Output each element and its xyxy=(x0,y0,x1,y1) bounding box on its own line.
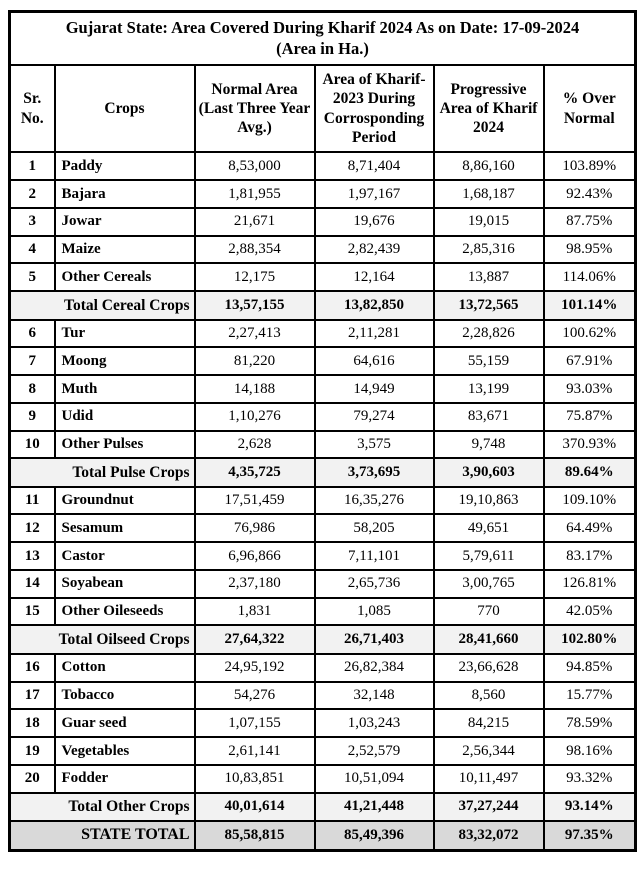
total-label-cell: Total Other Crops xyxy=(10,793,195,821)
value-cell: 126.81% xyxy=(544,570,636,598)
value-cell: 2,27,413 xyxy=(195,320,315,348)
total-row xyxy=(10,625,636,653)
table-row xyxy=(10,320,636,348)
sr-no-cell: 13 xyxy=(10,542,55,570)
value-cell: 19,015 xyxy=(434,208,544,236)
value-cell: 78.59% xyxy=(544,709,636,737)
value-cell: 370.93% xyxy=(544,431,636,459)
table-row xyxy=(10,180,636,208)
value-cell: 94.85% xyxy=(544,654,636,682)
crop-name-cell: Sesamum xyxy=(55,514,195,542)
table-row xyxy=(10,542,636,570)
crop-name-cell: Udid xyxy=(55,403,195,431)
value-cell: 8,71,404 xyxy=(315,152,434,180)
value-cell: 3,90,603 xyxy=(434,458,544,486)
value-cell: 64,616 xyxy=(315,347,434,375)
value-cell: 42.05% xyxy=(544,598,636,626)
crop-area-table xyxy=(8,10,637,852)
sr-no-cell: 19 xyxy=(10,737,55,765)
value-cell: 13,82,850 xyxy=(315,291,434,319)
value-cell: 2,88,354 xyxy=(195,236,315,264)
table-head xyxy=(10,12,636,153)
value-cell: 102.80% xyxy=(544,625,636,653)
sr-no-cell: 4 xyxy=(10,236,55,264)
col-header-pct-over-normal: % Over Normal xyxy=(544,65,636,153)
table-row xyxy=(10,403,636,431)
value-cell: 37,27,244 xyxy=(434,793,544,821)
sr-no-cell: 6 xyxy=(10,320,55,348)
value-cell: 75.87% xyxy=(544,403,636,431)
total-label-cell: STATE TOTAL xyxy=(10,821,195,851)
value-cell: 1,10,276 xyxy=(195,403,315,431)
value-cell: 81,220 xyxy=(195,347,315,375)
value-cell: 12,164 xyxy=(315,263,434,291)
value-cell: 100.62% xyxy=(544,320,636,348)
value-cell: 19,676 xyxy=(315,208,434,236)
sr-no-cell: 5 xyxy=(10,263,55,291)
value-cell: 13,887 xyxy=(434,263,544,291)
crop-name-cell: Moong xyxy=(55,347,195,375)
value-cell: 1,831 xyxy=(195,598,315,626)
value-cell: 8,53,000 xyxy=(195,152,315,180)
value-cell: 13,199 xyxy=(434,375,544,403)
value-cell: 26,82,384 xyxy=(315,654,434,682)
value-cell: 770 xyxy=(434,598,544,626)
col-header-normal-area: Normal Area (Last Three Year Avg.) xyxy=(195,65,315,153)
value-cell: 12,175 xyxy=(195,263,315,291)
value-cell: 10,11,497 xyxy=(434,765,544,793)
value-cell: 3,575 xyxy=(315,431,434,459)
value-cell: 54,276 xyxy=(195,682,315,710)
sr-no-cell: 1 xyxy=(10,152,55,180)
value-cell: 41,21,448 xyxy=(315,793,434,821)
sr-no-cell: 8 xyxy=(10,375,55,403)
value-cell: 58,205 xyxy=(315,514,434,542)
sr-no-cell: 18 xyxy=(10,709,55,737)
value-cell: 85,49,396 xyxy=(315,821,434,851)
value-cell: 26,71,403 xyxy=(315,625,434,653)
value-cell: 1,81,955 xyxy=(195,180,315,208)
value-cell: 101.14% xyxy=(544,291,636,319)
value-cell: 9,748 xyxy=(434,431,544,459)
value-cell: 2,61,141 xyxy=(195,737,315,765)
value-cell: 87.75% xyxy=(544,208,636,236)
value-cell: 67.91% xyxy=(544,347,636,375)
value-cell: 1,97,167 xyxy=(315,180,434,208)
value-cell: 8,86,160 xyxy=(434,152,544,180)
table-row xyxy=(10,152,636,180)
value-cell: 1,68,187 xyxy=(434,180,544,208)
table-row xyxy=(10,570,636,598)
total-label-cell: Total Pulse Crops xyxy=(10,458,195,486)
col-header-crops: Crops xyxy=(55,65,195,153)
crop-name-cell: Guar seed xyxy=(55,709,195,737)
value-cell: 89.64% xyxy=(544,458,636,486)
sr-no-cell: 11 xyxy=(10,487,55,515)
value-cell: 93.32% xyxy=(544,765,636,793)
value-cell: 92.43% xyxy=(544,180,636,208)
value-cell: 1,07,155 xyxy=(195,709,315,737)
value-cell: 83,32,072 xyxy=(434,821,544,851)
value-cell: 84,215 xyxy=(434,709,544,737)
sr-no-cell: 10 xyxy=(10,431,55,459)
value-cell: 2,65,736 xyxy=(315,570,434,598)
col-header-progressive-2024: Progressive Area of Kharif 2024 xyxy=(434,65,544,153)
sr-no-cell: 15 xyxy=(10,598,55,626)
col-header-sr-no: Sr. No. xyxy=(10,65,55,153)
total-row xyxy=(10,291,636,319)
sr-no-cell: 17 xyxy=(10,682,55,710)
value-cell: 10,51,094 xyxy=(315,765,434,793)
total-label-cell: Total Oilseed Crops xyxy=(10,625,195,653)
value-cell: 28,41,660 xyxy=(434,625,544,653)
table-row xyxy=(10,514,636,542)
value-cell: 49,651 xyxy=(434,514,544,542)
value-cell: 3,00,765 xyxy=(434,570,544,598)
value-cell: 2,85,316 xyxy=(434,236,544,264)
sr-no-cell: 16 xyxy=(10,654,55,682)
crop-name-cell: Maize xyxy=(55,236,195,264)
value-cell: 6,96,866 xyxy=(195,542,315,570)
crop-name-cell: Other Cereals xyxy=(55,263,195,291)
value-cell: 21,671 xyxy=(195,208,315,236)
value-cell: 79,274 xyxy=(315,403,434,431)
value-cell: 7,11,101 xyxy=(315,542,434,570)
value-cell: 85,58,815 xyxy=(195,821,315,851)
value-cell: 83.17% xyxy=(544,542,636,570)
crop-name-cell: Castor xyxy=(55,542,195,570)
crop-name-cell: Other Pulses xyxy=(55,431,195,459)
sr-no-cell: 7 xyxy=(10,347,55,375)
crop-name-cell: Cotton xyxy=(55,654,195,682)
title-row xyxy=(10,12,636,65)
crop-name-cell: Groundnut xyxy=(55,487,195,515)
value-cell: 2,56,344 xyxy=(434,737,544,765)
title-line2: (Area in Ha.) xyxy=(276,39,369,59)
table-row xyxy=(10,654,636,682)
title-line1: Gujarat State: Area Covered During Kharif 2024 As on Date: 17-09-2024 xyxy=(65,18,580,37)
sr-no-cell: 12 xyxy=(10,514,55,542)
value-cell: 1,03,243 xyxy=(315,709,434,737)
value-cell: 76,986 xyxy=(195,514,315,542)
value-cell: 98.95% xyxy=(544,236,636,264)
value-cell: 83,671 xyxy=(434,403,544,431)
value-cell: 24,95,192 xyxy=(195,654,315,682)
total-label-cell: Total Cereal Crops xyxy=(10,291,195,319)
page-title xyxy=(10,12,636,65)
sr-no-cell: 20 xyxy=(10,765,55,793)
value-cell: 13,72,565 xyxy=(434,291,544,319)
header-row xyxy=(10,65,636,153)
table-row xyxy=(10,347,636,375)
crop-name-cell: Tur xyxy=(55,320,195,348)
total-row xyxy=(10,793,636,821)
table-row xyxy=(10,375,636,403)
crop-name-cell: Soyabean xyxy=(55,570,195,598)
value-cell: 13,57,155 xyxy=(195,291,315,319)
value-cell: 23,66,628 xyxy=(434,654,544,682)
value-cell: 19,10,863 xyxy=(434,487,544,515)
value-cell: 10,83,851 xyxy=(195,765,315,793)
value-cell: 16,35,276 xyxy=(315,487,434,515)
value-cell: 14,188 xyxy=(195,375,315,403)
value-cell: 93.14% xyxy=(544,793,636,821)
value-cell: 15.77% xyxy=(544,682,636,710)
value-cell: 98.16% xyxy=(544,737,636,765)
sr-no-cell: 3 xyxy=(10,208,55,236)
value-cell: 40,01,614 xyxy=(195,793,315,821)
table-body xyxy=(10,152,636,850)
table-row xyxy=(10,598,636,626)
state-total-row xyxy=(10,821,636,851)
value-cell: 103.89% xyxy=(544,152,636,180)
table-row xyxy=(10,236,636,264)
value-cell: 32,148 xyxy=(315,682,434,710)
value-cell: 2,28,826 xyxy=(434,320,544,348)
value-cell: 27,64,322 xyxy=(195,625,315,653)
value-cell: 93.03% xyxy=(544,375,636,403)
col-header-kharif-2023: Area of Kharif-2023 During Corrosponding Period xyxy=(315,65,434,153)
crop-name-cell: Bajara xyxy=(55,180,195,208)
table-row xyxy=(10,487,636,515)
value-cell: 2,11,281 xyxy=(315,320,434,348)
table-row xyxy=(10,682,636,710)
value-cell: 8,560 xyxy=(434,682,544,710)
value-cell: 5,79,611 xyxy=(434,542,544,570)
value-cell: 14,949 xyxy=(315,375,434,403)
value-cell: 2,628 xyxy=(195,431,315,459)
sr-no-cell: 2 xyxy=(10,180,55,208)
crop-name-cell: Paddy xyxy=(55,152,195,180)
value-cell: 2,52,579 xyxy=(315,737,434,765)
sr-no-cell: 14 xyxy=(10,570,55,598)
value-cell: 64.49% xyxy=(544,514,636,542)
crop-name-cell: Tobacco xyxy=(55,682,195,710)
value-cell: 109.10% xyxy=(544,487,636,515)
table-row xyxy=(10,431,636,459)
value-cell: 2,82,439 xyxy=(315,236,434,264)
crop-name-cell: Fodder xyxy=(55,765,195,793)
total-row xyxy=(10,458,636,486)
value-cell: 2,37,180 xyxy=(195,570,315,598)
table-row xyxy=(10,709,636,737)
crop-name-cell: Vegetables xyxy=(55,737,195,765)
crop-name-cell: Other Oileseeds xyxy=(55,598,195,626)
value-cell: 55,159 xyxy=(434,347,544,375)
table-row xyxy=(10,208,636,236)
value-cell: 3,73,695 xyxy=(315,458,434,486)
sr-no-cell: 9 xyxy=(10,403,55,431)
table-row xyxy=(10,765,636,793)
value-cell: 17,51,459 xyxy=(195,487,315,515)
crop-name-cell: Jowar xyxy=(55,208,195,236)
table-row xyxy=(10,737,636,765)
value-cell: 1,085 xyxy=(315,598,434,626)
value-cell: 114.06% xyxy=(544,263,636,291)
crop-name-cell: Muth xyxy=(55,375,195,403)
value-cell: 97.35% xyxy=(544,821,636,851)
table-row xyxy=(10,263,636,291)
value-cell: 4,35,725 xyxy=(195,458,315,486)
